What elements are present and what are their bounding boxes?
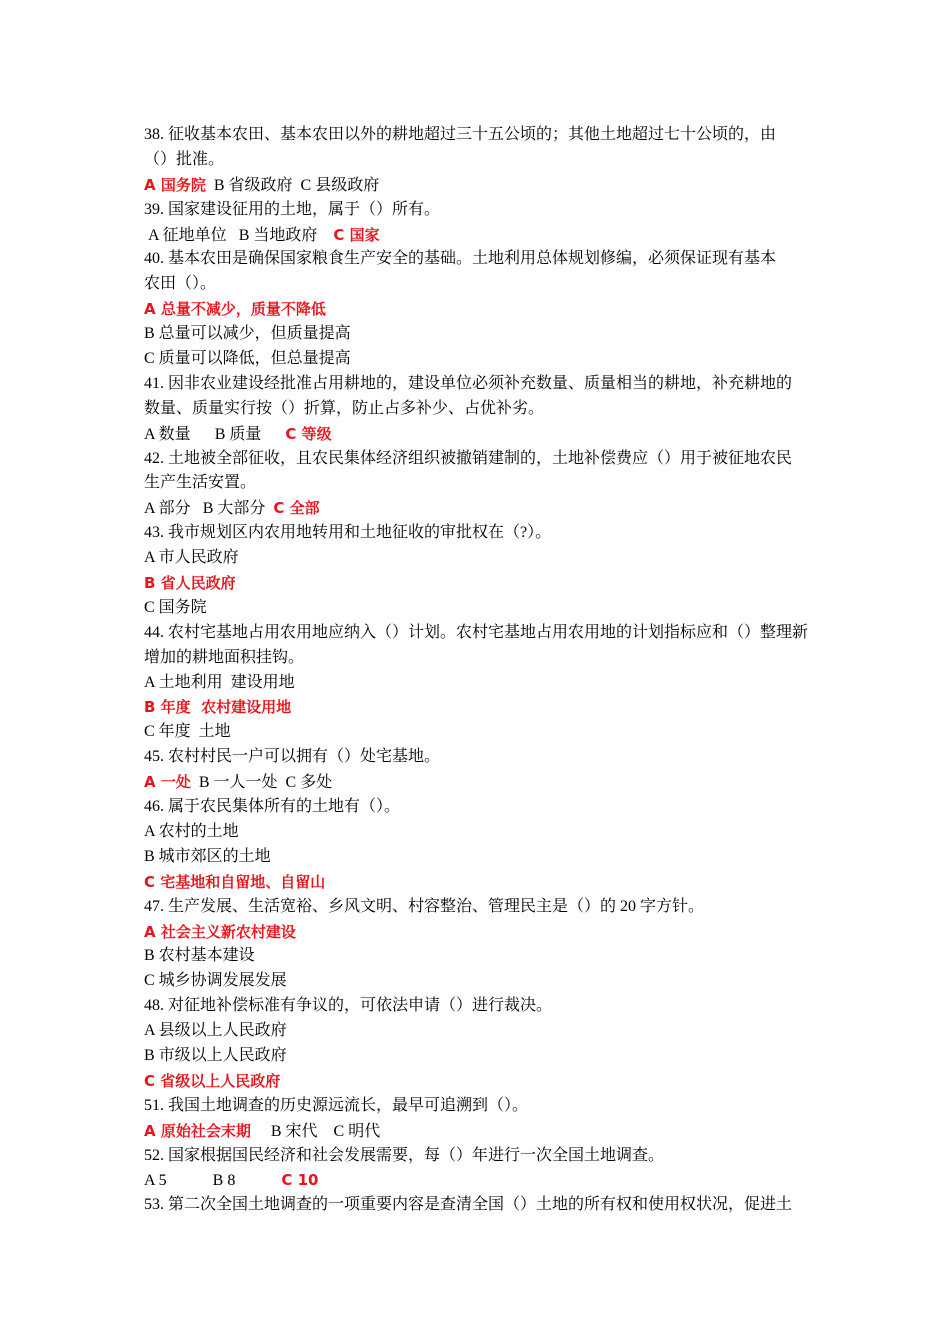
correct-answer: A 一处 (144, 773, 191, 792)
question-45: 45. 农村村民一户可以拥有（）处宅基地。 (144, 748, 441, 766)
option: B 城市郊区的土地 (144, 847, 271, 865)
option: C 明代 (333, 1122, 381, 1140)
document-page (144, 123, 809, 1218)
option: A 农村的土地 (144, 822, 239, 840)
option: C 质量可以降低，但总量提高 (144, 350, 351, 368)
question-42: 42. 土地被全部征收，且农民集体经济组织被撤销建制的，土地补偿费应（）用于被征地农民 (144, 449, 793, 467)
question-46: 46. 属于农民集体所有的土地有（）。 (144, 798, 401, 816)
question-40-cont: 农田（）。 (144, 275, 217, 293)
question-38: 38. 征收基本农田、基本农田以外的耕地超过三十五公顷的；其他土地超过七十公顷的，由 (144, 126, 777, 143)
option: B 质量 (214, 425, 262, 443)
option: C 国务院 (144, 598, 207, 616)
option: B 大部分 (202, 500, 266, 518)
correct-answer: B 年度 农村建设用地 (144, 698, 292, 717)
question-42-cont: 生产生活安置。 (144, 474, 257, 492)
correct-answer: C 省级以上人民政府 (144, 1071, 281, 1090)
option: A 县级以上人民政府 (144, 1022, 287, 1040)
option: B 8 (212, 1172, 236, 1190)
correct-answer: C 等级 (285, 424, 332, 443)
option: C 多处 (285, 774, 333, 792)
question-41: 41. 因非农业建设经批准占用耕地的，建设单位必须补充数量、质量相当的耕地，补充耕地的 (144, 374, 793, 392)
options-39 (144, 223, 809, 248)
option: B 总量可以减少，但质量提高 (144, 325, 351, 343)
question-44-cont: 增加的耕地面积挂钩。 (144, 648, 305, 666)
correct-answer: A 国务院 (144, 175, 206, 194)
question-38-cont: （）批准。 (144, 150, 225, 168)
option: A 市人民政府 (144, 549, 239, 567)
option: C 年度 土地 (144, 723, 231, 741)
option: A 征地单位 (148, 226, 227, 244)
question-51: 51. 我国土地调查的历史源远流长，最早可追溯到（）。 (144, 1096, 529, 1114)
correct-answer: A 总量不减少，质量不降低 (144, 300, 326, 319)
question-39: 39. 国家建设征用的土地，属于（）所有。 (144, 200, 441, 218)
option: B 一人一处 (198, 774, 278, 792)
options-45 (144, 770, 809, 795)
correct-answer: B 省人民政府 (144, 574, 236, 593)
option: B 当地政府 (238, 226, 318, 244)
question-41-cont: 数量、质量实行按（）折算，防止占多补少、占优补劣。 (144, 399, 545, 417)
options-38 (144, 173, 809, 198)
correct-answer: A 社会主义新农村建设 (144, 922, 296, 941)
correct-answer: C 全部 (273, 499, 320, 518)
option: A 5 (144, 1172, 167, 1190)
option: C 县级政府 (300, 176, 380, 194)
question-44: 44. 农村宅基地占用农用地应纳入（）计划。农村宅基地占用农用地的计划指标应和（）整理新 (144, 623, 809, 641)
option: C 城乡协调发展发展 (144, 972, 287, 990)
question-40: 40. 基本农田是确保国家粮食生产安全的基础。土地利用总体规划修编，必须保证现有基本 (144, 250, 777, 268)
question-48: 48. 对征地补偿标准有争议的，可依法申请（）进行裁决。 (144, 997, 553, 1015)
question-47: 47. 生产发展、生活宽裕、乡风文明、村容整治、管理民主是（）的 20 字方针。 (144, 897, 705, 915)
correct-answer: C 国家 (333, 225, 380, 244)
option: B 宋代 (270, 1122, 318, 1140)
correct-answer: C 10 (281, 1171, 319, 1190)
options-51 (144, 1119, 809, 1144)
option: B 农村基本建设 (144, 947, 255, 965)
question-53: 53. 第二次全国土地调查的一项重要内容是查清全国（）土地的所有权和使用权状况，促进土 (144, 1196, 793, 1214)
options-52 (144, 1168, 809, 1193)
option: A 数量 (144, 425, 191, 443)
question-52: 52. 国家根据国民经济和社会发展需要，每（）年进行一次全国土地调查。 (144, 1146, 665, 1164)
option: B 市级以上人民政府 (144, 1046, 287, 1064)
option: A 部分 (144, 500, 191, 518)
option: A 土地利用 建设用地 (144, 673, 295, 691)
correct-answer: A 原始社会末期 (144, 1121, 251, 1140)
option: B 省级政府 (213, 176, 293, 194)
question-43: 43. 我市规划区内农用地转用和土地征收的审批权在（?）。 (144, 524, 552, 542)
options-41 (144, 422, 809, 447)
options-42 (144, 496, 809, 521)
correct-answer: C 宅基地和自留地、自留山 (144, 872, 326, 891)
